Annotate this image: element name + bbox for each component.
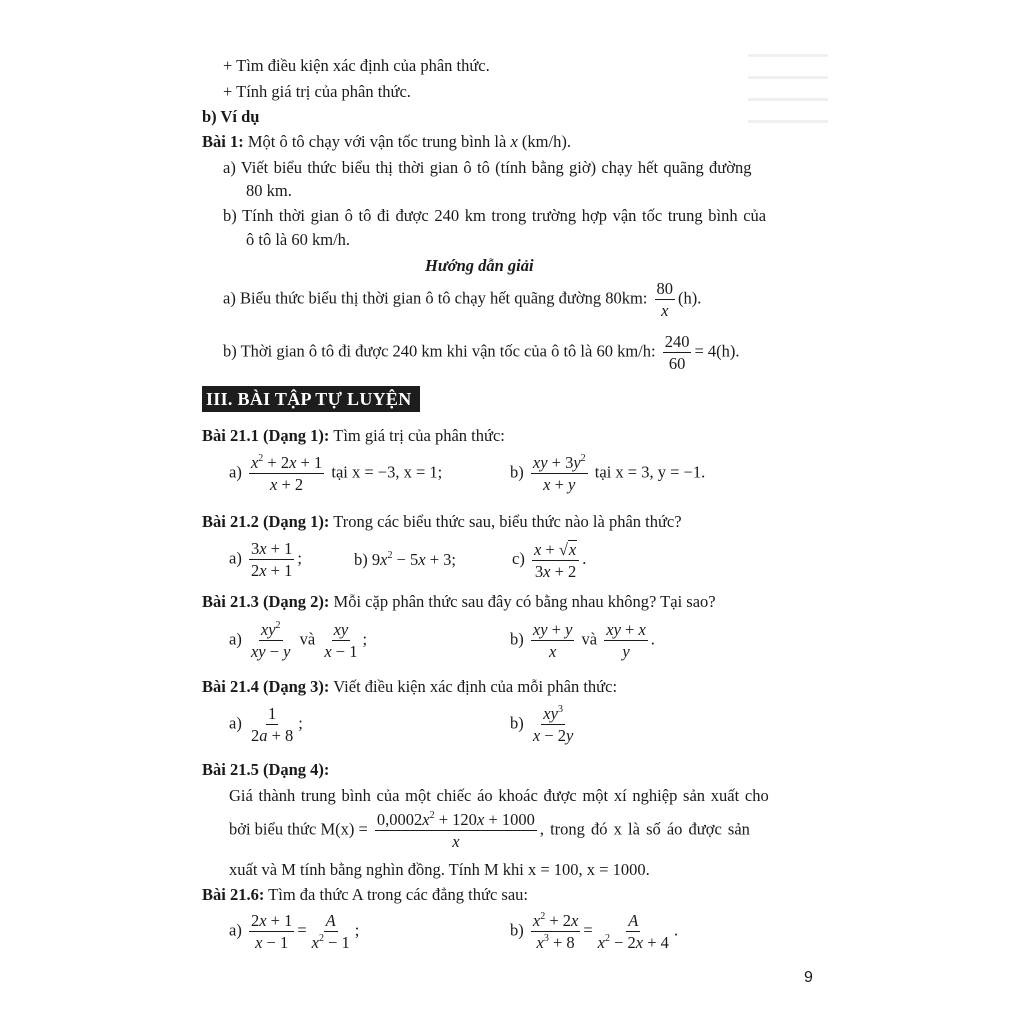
bai1-label: Bài 1:: [202, 132, 244, 151]
exercise-21-1-heading: [202, 426, 505, 446]
bai1-text-b: (km/h).: [521, 132, 571, 151]
exercise-21-3-part-a: a) $\frac{xy^2}{xy - y}$ và $\frac{xy}{x - 1}$ ;: [229, 619, 368, 661]
question-b-line-1: b) Tính thời gian ô tô đi được 240 km trong trường hợp vận tốc trung bình của: [223, 206, 767, 225]
fraction-expression: $\frac{A}{x^2 - 2x + 4}$: [597, 911, 669, 952]
fraction-expression: $\frac{A}{x^2 - 1}$: [311, 911, 350, 952]
exercise-21-3-part-b: b) $\frac{xy + y}{x}$ và $\frac{xy + x}{y}$ .: [510, 620, 655, 661]
part-label: a): [229, 462, 242, 482]
answer-a-text: a) Biểu thức biểu thị thời gian ô tô chạy hết quãng đường 80km:: [223, 288, 648, 308]
fraction-80-over-x: [655, 280, 676, 319]
exercise-label: Bài 21.2 (Dạng 1):: [202, 512, 330, 531]
exercise-21-2-part-c: c) x + √ x 3x + 2 .: [512, 540, 587, 581]
answer-b-text: b) Thời gian ô tô đi được 240 km khi vận tốc của ô tô là 60 km/h:: [223, 341, 656, 361]
polynomial-expression: $9x^2 - 5x + 3$;: [371, 549, 456, 569]
part-label: a): [229, 920, 242, 940]
page-number: 9: [804, 969, 813, 986]
part-condition: tại x = 3, y = −1.: [594, 462, 706, 482]
fraction-expression: $\frac{xy^2}{xy - y}$: [250, 619, 291, 661]
question-a-line-1: a) Viết biểu thức biểu thị thời gian ô tô (tính bằng giờ) chạy hết quãng đường: [223, 158, 752, 177]
exercise-21-2-part-a: a) $\frac{3x + 1}{2x + 1}$ ;: [229, 539, 302, 580]
bai1-text-a: Một ô tô chạy với vận tốc trung bình là: [247, 132, 507, 151]
exercise-21-5-line-3: xuất và M tính bằng nghìn đồng. Tính M khi x = 100, x = 1000.: [229, 860, 650, 879]
fraction-expression: x + √ x 3x + 2: [532, 540, 579, 580]
fraction-expression: $\frac{x^2 + 2x}{x^3 + 8}$: [532, 910, 579, 952]
exercise-21-5-line-1: Giá thành trung bình của một chiếc áo khoác được một xí nghiệp sản xuất cho: [229, 786, 769, 805]
exercise-21-5-line-2: [229, 811, 750, 850]
exercise-text: Tìm giá trị của phân thức:: [333, 426, 505, 445]
conjunction: và: [581, 629, 598, 649]
question-b-line-2: ô tô là 60 km/h.: [246, 230, 351, 249]
exercise-label: Bài 21.6:: [202, 885, 265, 904]
fraction-expression: $\frac{xy + 3y^2}{x + y}$: [532, 452, 586, 494]
part-label: a): [229, 629, 242, 649]
fraction-expression: $\frac{xy + y}{x}$: [532, 620, 573, 661]
exercise-21-5-heading: Bài 21.5 (Dạng 4):: [202, 760, 330, 779]
section-header: III. BÀI TẬP TỰ LUYỆN: [202, 386, 420, 412]
exercise-text: , trong đó x là số áo được sản: [539, 819, 750, 839]
part-label: a): [229, 548, 242, 568]
fraction-expression: $\frac{xy}{x - 1}$: [324, 620, 358, 661]
fraction-expression: $\frac{1}{2a + 8}$: [250, 704, 294, 745]
intro-line-1: + Tìm điều kiện xác định của phân thức.: [223, 56, 490, 75]
exercise-21-6-part-b: b) $\frac{x^2 + 2x}{x^3 + 8}$ = $\frac{A}{x^2 - 2x + 4}$ .: [510, 910, 679, 952]
exercise-text: Tìm đa thức A trong các đẳng thức sau:: [268, 885, 528, 904]
fraction-240-over-60: [663, 333, 692, 372]
exercise-label: Bài 21.1 (Dạng 1):: [202, 426, 330, 445]
question-a-line-2: 80 km.: [246, 181, 292, 200]
part-label: b): [510, 462, 524, 482]
part-condition: tại x = −3, x = 1;: [331, 462, 443, 482]
exercise-21-6-part-a: a) $\frac{2x + 1}{x - 1}$ = $\frac{A}{x^2 - 1}$ ;: [229, 911, 360, 952]
exercise-21-3-heading: [202, 592, 716, 612]
part-label: b): [510, 920, 524, 940]
fraction-expression: $\frac{xy + x}{y}$: [606, 620, 646, 661]
fraction-numerator: 80: [656, 279, 674, 298]
part-label: a): [229, 713, 242, 733]
answer-a-unit: (h).: [678, 288, 702, 308]
exercise-text: Viết điều kiện xác định của mỗi phân thức:: [333, 677, 618, 696]
guide-title: Hướng dẫn giải: [425, 256, 534, 275]
part-label: b): [354, 550, 368, 569]
exercise-21-4-part-b: [510, 705, 578, 744]
part-label: b): [510, 713, 524, 733]
exercise-label: Bài 21.3 (Dạng 2):: [202, 592, 330, 611]
fraction-expression: $\frac{0,0002x^2 + 120x + 1000}{x}$: [376, 809, 535, 851]
part-label: b): [510, 629, 524, 649]
exercise-text: Trong các biểu thức sau, biểu thức nào là phân thức?: [333, 512, 682, 531]
exercise-21-4-part-a: a) $\frac{1}{2a + 8}$ ;: [229, 704, 303, 745]
intro-line-2: + Tính giá trị của phân thức.: [223, 82, 411, 101]
fraction-denominator: 60: [668, 354, 686, 373]
answer-b-result: = 4(h).: [694, 341, 740, 361]
exercise-21-1-part-b: [510, 454, 705, 493]
example-heading: b) Ví dụ: [202, 107, 260, 126]
bai1-line: [202, 132, 571, 152]
exercise-21-4-heading: [202, 677, 617, 697]
fraction-expression: $\frac{xy^3}{x - 2y}$: [532, 703, 574, 745]
fraction-expression: $\frac{2x + 1}{x - 1}$: [250, 911, 293, 952]
exercise-21-2-heading: [202, 512, 682, 532]
fraction-numerator: 240: [664, 332, 690, 351]
exercise-21-1-part-a: [229, 454, 442, 493]
bleed-through-shadow: [748, 54, 828, 138]
fraction-denominator: x: [661, 301, 669, 320]
exercise-text: Mỗi cặp phân thức sau đây có bằng nhau không? Tại sao?: [333, 592, 716, 611]
fraction-expression: $\frac{3x + 1}{2x + 1}$: [250, 539, 293, 580]
exercise-21-2-part-b: [354, 550, 456, 570]
exercise-text: bởi biểu thức M(x) =: [229, 819, 368, 839]
answer-a-line: [223, 280, 701, 319]
exercise-label: Bài 21.4 (Dạng 3):: [202, 677, 330, 696]
exercise-21-6-heading: [202, 885, 528, 905]
fraction-expression: $\frac{x^2 + 2x + 1}{x + 2}$: [250, 452, 323, 494]
bai1-var: x: [510, 132, 518, 151]
answer-b-line: [223, 333, 740, 372]
conjunction: và: [299, 629, 316, 649]
part-label: c): [512, 548, 525, 568]
